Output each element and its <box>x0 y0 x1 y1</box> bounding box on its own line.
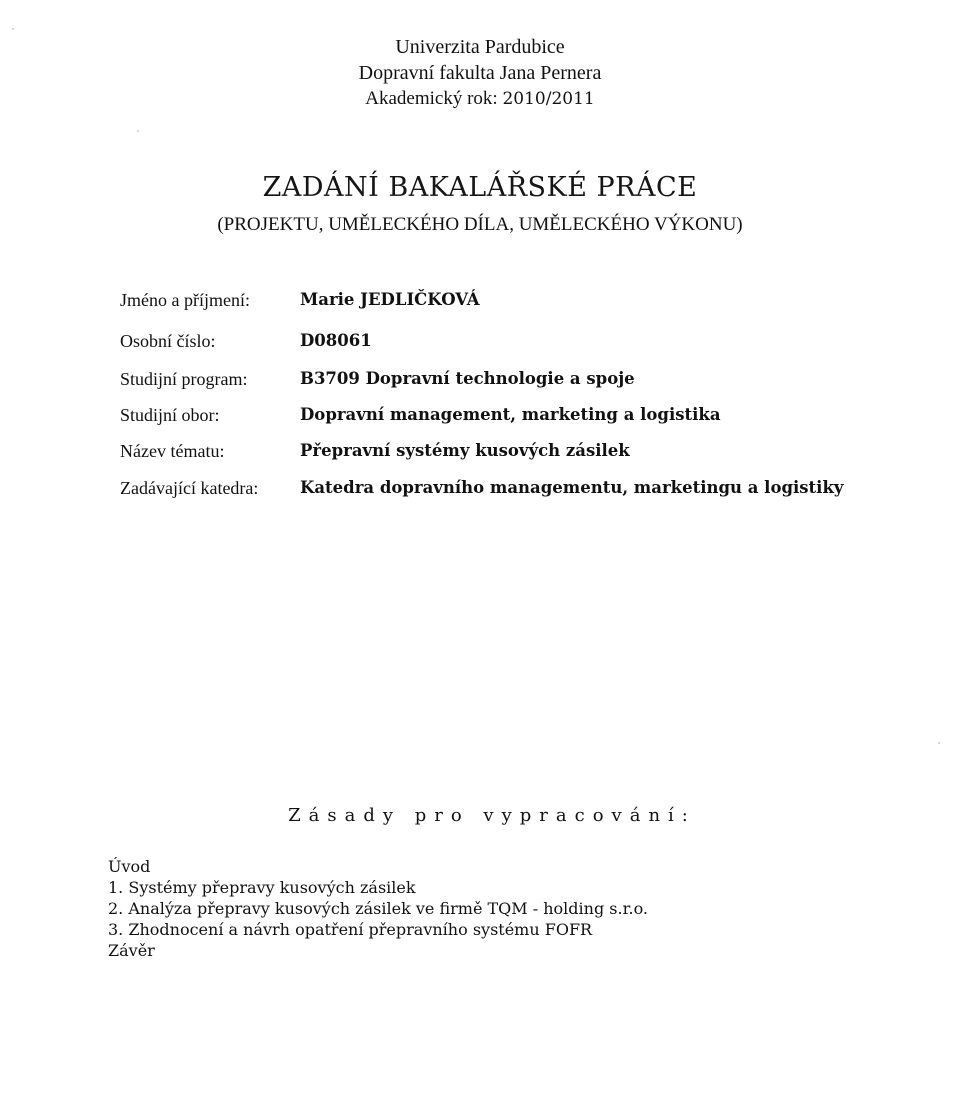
document-title: ZADÁNÍ BAKALÁŘSKÉ PRÁCE <box>262 172 698 203</box>
university-name: Univerzita Pardubice <box>395 36 565 58</box>
info-row-study-program <box>0 369 960 399</box>
outline-item: 2. Analýza přepravy kusových zásilek ve firmě TQM - holding s.r.o. <box>108 899 648 918</box>
principles-heading: Zásady pro vypracování: <box>288 805 696 826</box>
info-row-field-of-study <box>0 405 960 435</box>
outline-item: Závěr <box>108 941 155 960</box>
academic-year-value: 2010/2011 <box>502 89 595 109</box>
academic-year <box>0 88 960 110</box>
faculty-name: Dopravní fakulta Jana Pernera <box>358 62 602 84</box>
document-subtitle: (PROJEKTU, UMĚLECKÉHO DÍLA, UMĚLECKÉHO VÝKONU) <box>217 214 743 235</box>
outline-item: Úvod <box>108 857 151 876</box>
academic-year-label: Akademický rok: <box>365 88 503 109</box>
info-label: Studijní obor: <box>120 405 220 425</box>
info-row-personal-number <box>0 331 960 361</box>
scan-speck <box>137 130 139 132</box>
outline-list <box>108 856 648 961</box>
info-label: Jméno a příjmení: <box>120 290 250 310</box>
info-value: B3709 Dopravní technologie a spoje <box>300 369 635 388</box>
outline-item: 3. Zhodnocení a návrh opatření přepravního systému FOFR <box>108 920 593 939</box>
outline-item: 1. Systémy přepravy kusových zásilek <box>108 878 416 897</box>
info-value: Přepravní systémy kusových zásilek <box>300 441 630 460</box>
info-value: D08061 <box>300 331 372 350</box>
info-value: Dopravní management, marketing a logistika <box>300 405 721 424</box>
info-label: Studijní program: <box>120 369 248 389</box>
info-value: Katedra dopravního managementu, marketingu a logistiky <box>300 478 844 497</box>
scan-speck <box>938 742 940 744</box>
info-row-department <box>0 478 960 508</box>
scan-speck <box>12 28 14 30</box>
info-value: Marie JEDLIČKOVÁ <box>300 290 480 309</box>
info-row-name <box>0 290 960 320</box>
info-label: Osobní číslo: <box>120 331 216 351</box>
info-label: Zadávající katedra: <box>120 478 259 498</box>
info-row-topic <box>0 441 960 471</box>
info-label: Název tématu: <box>120 441 225 461</box>
